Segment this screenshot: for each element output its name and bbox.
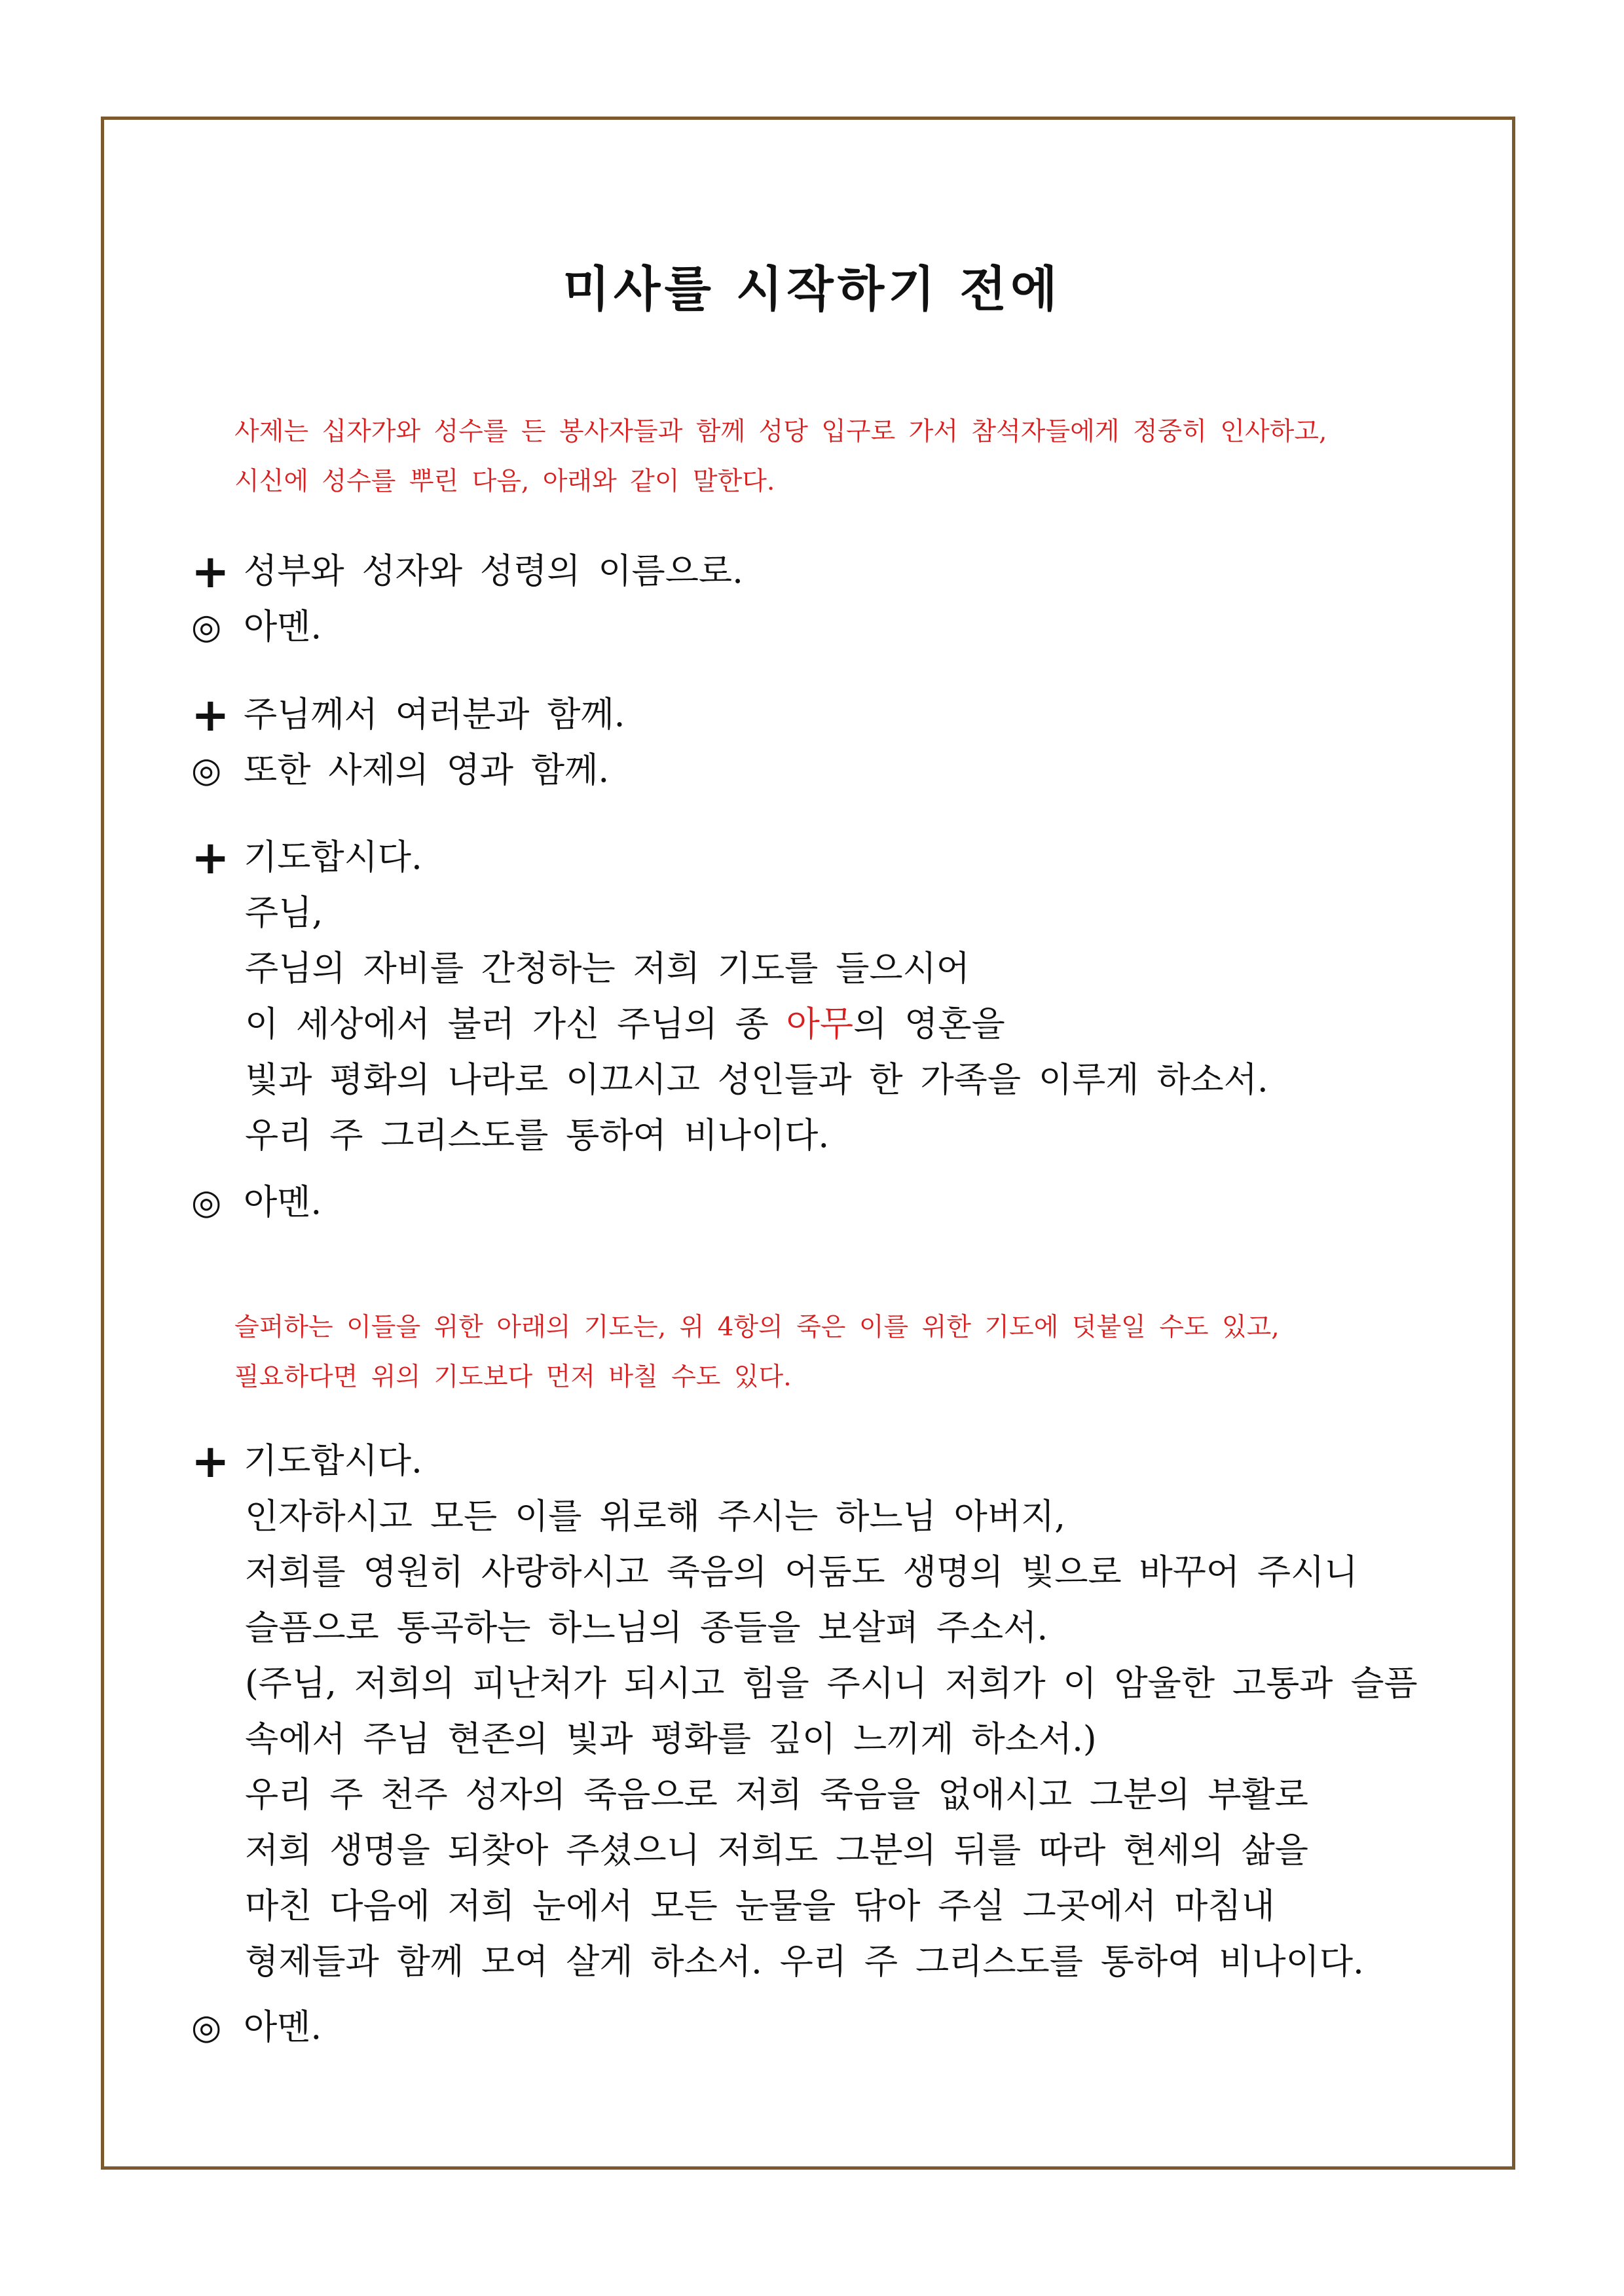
prayer-line: 속에서 주님 현존의 빛과 평화를 깊이 느끼게 하소서.) xyxy=(245,1719,1097,1759)
cross-icon: + xyxy=(191,831,230,884)
prayer-line: 주님의 자비를 간청하는 저희 기도를 들으시어 xyxy=(245,949,970,989)
prayer-line: (주님, 저희의 피난처가 되시고 힘을 주시니 저희가 이 암울한 고통과 슬픔 xyxy=(245,1664,1418,1704)
prayer-line: 빛과 평화의 나라로 이끄시고 성인들과 한 가족을 이루게 하소서. xyxy=(245,1060,1268,1100)
rubric-line: 사제는 십자가와 성수를 든 봉사자들과 함께 성당 입구로 가서 참석자들에게 정중히 인사하고, xyxy=(234,417,1327,446)
prayer-line: 주님, xyxy=(245,893,323,933)
cross-icon: + xyxy=(191,688,230,742)
prayer-line: 우리 주 그리스도를 통하여 비나이다. xyxy=(245,1116,830,1156)
response-icon: ◎ xyxy=(191,607,222,647)
rubric-line: 슬퍼하는 이들을 위한 아래의 기도는, 위 4항의 죽은 이를 위한 기도에 덧붙일 수도 있고, xyxy=(234,1313,1280,1342)
priest-line: 성부와 성자와 성령의 이름으로. xyxy=(244,551,743,591)
prayer-intro: 기도합시다. xyxy=(244,1441,422,1481)
people-response: 아멘. xyxy=(244,607,322,647)
response-icon: ◎ xyxy=(191,750,222,790)
prayer-text: 의 영혼을 xyxy=(853,1004,1005,1044)
rubric-line: 시신에 성수를 뿌린 다음, 아래와 같이 말한다. xyxy=(234,467,775,496)
cross-icon: + xyxy=(191,1434,230,1488)
cross-icon: + xyxy=(191,545,230,598)
rubric-line: 필요하다면 위의 기도보다 먼저 바칠 수도 있다. xyxy=(234,1362,792,1392)
people-response: 아멘. xyxy=(244,2007,322,2047)
prayer-line: 저희를 영원히 사랑하시고 죽음의 어둠도 생명의 빛으로 바꾸어 주시니 xyxy=(245,1552,1358,1592)
priest-line: 주님께서 여러분과 함께. xyxy=(244,695,625,735)
deceased-name-placeholder: 아무 xyxy=(786,1004,854,1044)
prayer-line xyxy=(245,998,1005,1051)
response-icon: ◎ xyxy=(191,2007,222,2047)
prayer-line: 마친 다음에 저희 눈에서 모든 눈물을 닦아 주실 그곳에서 마침내 xyxy=(245,1886,1275,1926)
rubric-intro xyxy=(234,407,1479,507)
prayer-line: 슬픔으로 통곡하는 하느님의 종들을 보살펴 주소서. xyxy=(245,1608,1048,1648)
prayer-line: 인자하시고 모든 이를 위로해 주시는 하느님 아버지, xyxy=(245,1497,1066,1537)
people-response: 또한 사제의 영과 함께. xyxy=(244,750,610,790)
people-response: 아멘. xyxy=(244,1182,322,1222)
prayer-text: 이 세상에서 불러 가신 주님의 종 xyxy=(245,1004,786,1044)
prayer-line: 우리 주 천주 성자의 죽음으로 저희 죽음을 없애시고 그분의 부활로 xyxy=(245,1775,1308,1815)
response-icon: ◎ xyxy=(191,1182,222,1222)
prayer-line: 형제들과 함께 모여 살게 하소서. 우리 주 그리스도를 통하여 비나이다. xyxy=(245,1942,1364,1982)
prayer-intro: 기도합시다. xyxy=(244,837,422,877)
rubric-mourners xyxy=(234,1303,1479,1402)
prayer-line: 저희 생명을 되찾아 주셨으니 저희도 그분의 뒤를 따라 현세의 삶을 xyxy=(245,1831,1308,1870)
page-title: 미사를 시작하기 전에 xyxy=(563,261,1061,318)
